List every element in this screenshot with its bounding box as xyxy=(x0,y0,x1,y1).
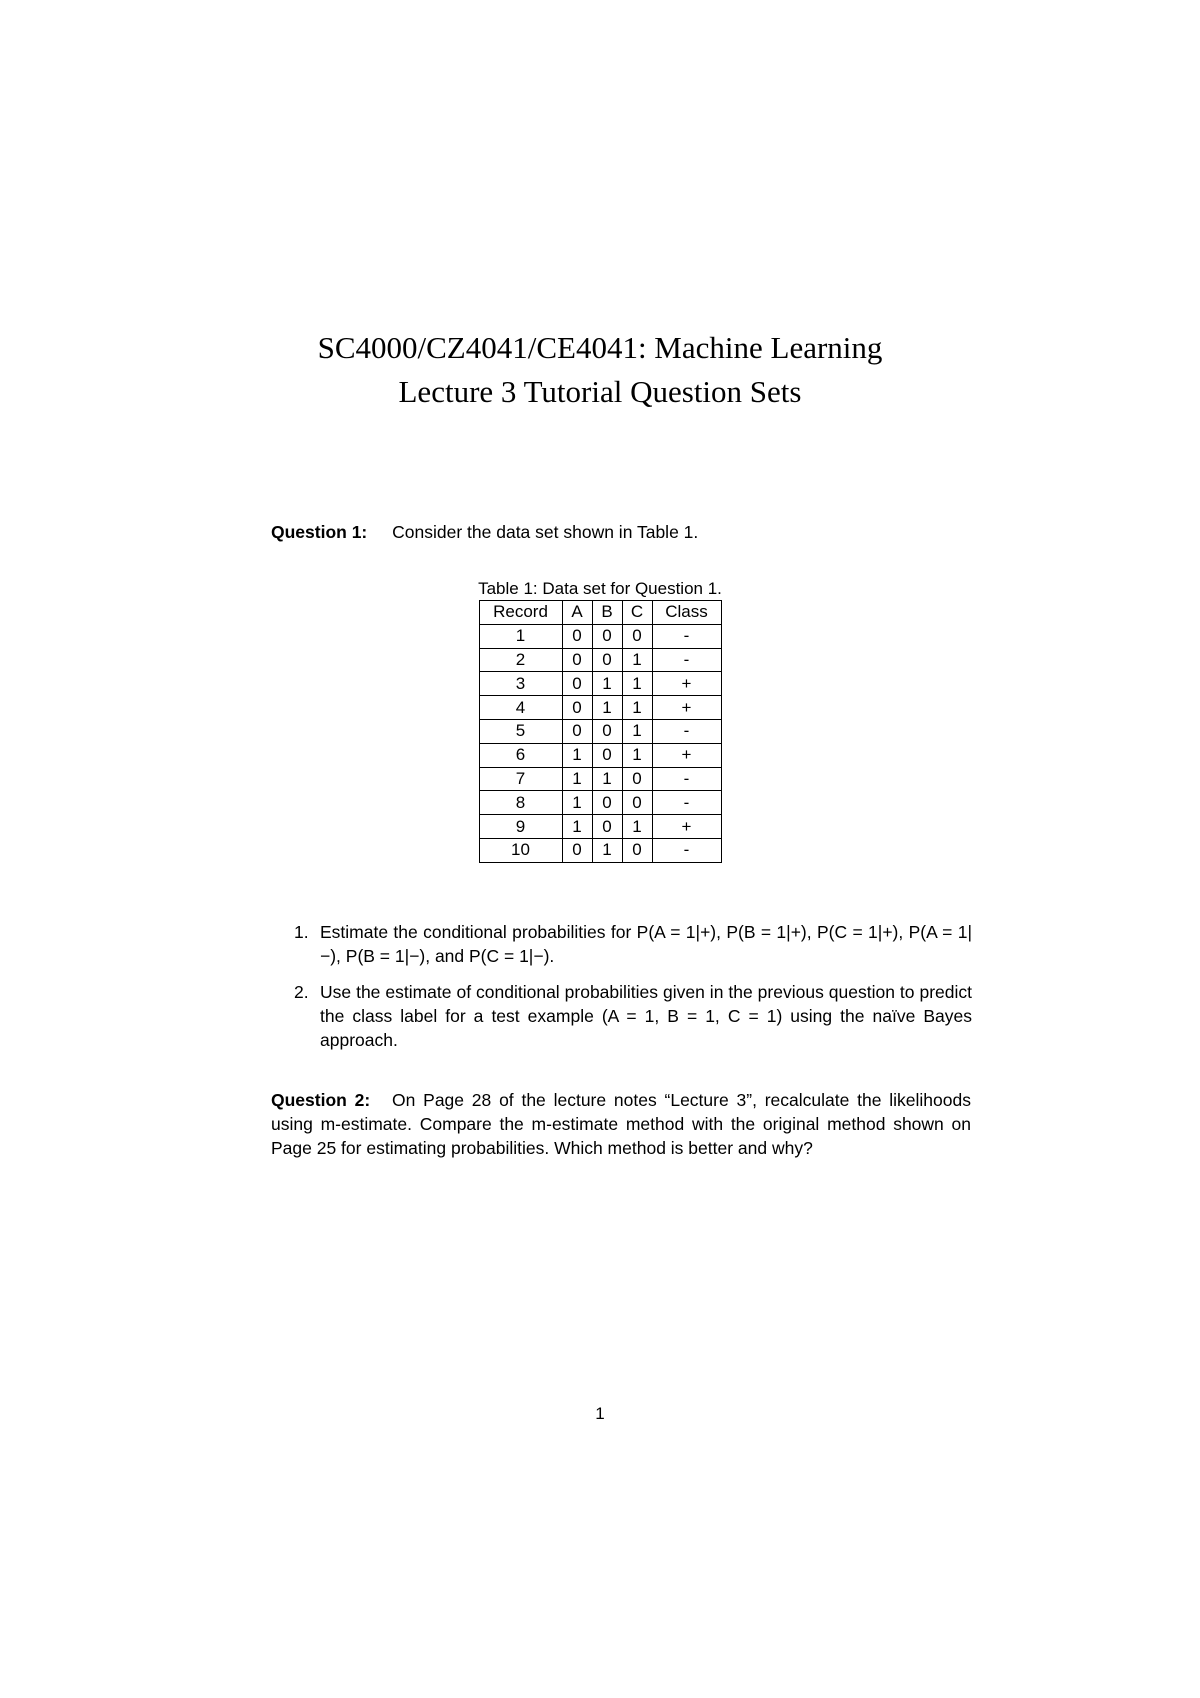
question-1-text: Consider the data set shown in Table 1. xyxy=(392,522,699,542)
cell-record: 6 xyxy=(479,743,562,767)
cell-class: + xyxy=(652,696,721,720)
cell-a: 0 xyxy=(562,672,592,696)
cell-class: + xyxy=(652,815,721,839)
table-caption: Table 1: Data set for Question 1. xyxy=(478,579,722,598)
cell-c: 1 xyxy=(622,743,652,767)
cell-record: 7 xyxy=(479,767,562,791)
cell-record: 2 xyxy=(479,648,562,672)
table-row xyxy=(479,696,721,720)
question-1-subquestions xyxy=(294,920,972,1064)
cell-class: - xyxy=(652,719,721,743)
cell-b: 0 xyxy=(592,743,622,767)
cell-a: 1 xyxy=(562,767,592,791)
document-title xyxy=(0,326,1200,414)
table-row xyxy=(479,624,721,648)
list-item-text: Estimate the conditional probabilities for P(A = 1|+), P(B = 1|+), P(C = 1|+), P(A = 1|−), P(B = 1|−), and P(C = 1|−). xyxy=(320,922,972,966)
cell-a: 1 xyxy=(562,743,592,767)
title-line-course: SC4000/CZ4041/CE4041: Machine Learning xyxy=(317,330,883,365)
table-row xyxy=(479,672,721,696)
cell-b: 0 xyxy=(592,791,622,815)
cell-a: 0 xyxy=(562,719,592,743)
table-row xyxy=(479,743,721,767)
cell-b: 0 xyxy=(592,719,622,743)
cell-a: 0 xyxy=(562,838,592,862)
cell-a: 1 xyxy=(562,791,592,815)
cell-record: 9 xyxy=(479,815,562,839)
table-header-row xyxy=(479,601,721,625)
header-a: A xyxy=(562,601,592,625)
table-row xyxy=(479,648,721,672)
cell-class: + xyxy=(652,743,721,767)
cell-a: 0 xyxy=(562,696,592,720)
page-number: 1 xyxy=(595,1404,605,1423)
cell-c: 1 xyxy=(622,696,652,720)
cell-record: 10 xyxy=(479,838,562,862)
list-item-text: Use the estimate of conditional probabilities given in the previous question to predict the class label for a test example (A = 1, B = 1, C = 1) using the naïve Bayes approach. xyxy=(320,982,972,1050)
header-b: B xyxy=(592,601,622,625)
cell-a: 0 xyxy=(562,624,592,648)
question-2-text: On Page 28 of the lecture notes “Lecture 3”, recalculate the likelihoods using m-estimate. Compare the m-estimate method with the original method shown on Page 25 for estimating probabilities. Which method is better and why? xyxy=(271,1090,971,1158)
cell-c: 0 xyxy=(622,791,652,815)
cell-b: 1 xyxy=(592,767,622,791)
cell-class: - xyxy=(652,648,721,672)
table-row xyxy=(479,719,721,743)
list-item-number: 2. xyxy=(294,982,309,1002)
cell-record: 1 xyxy=(479,624,562,648)
cell-a: 1 xyxy=(562,815,592,839)
cell-b: 0 xyxy=(592,624,622,648)
header-record: Record xyxy=(479,601,562,625)
cell-b: 1 xyxy=(592,672,622,696)
list-item xyxy=(294,920,972,968)
question-1-label: Question 1: xyxy=(271,522,368,542)
cell-c: 1 xyxy=(622,815,652,839)
table-row xyxy=(479,767,721,791)
table-1-container xyxy=(0,578,1200,863)
cell-class: - xyxy=(652,838,721,862)
cell-record: 3 xyxy=(479,672,562,696)
cell-b: 1 xyxy=(592,838,622,862)
data-table xyxy=(479,600,722,863)
table-row xyxy=(479,838,721,862)
cell-class: - xyxy=(652,767,721,791)
list-item xyxy=(294,980,972,1052)
question-1 xyxy=(271,520,971,544)
cell-b: 0 xyxy=(592,648,622,672)
cell-class: + xyxy=(652,672,721,696)
cell-c: 0 xyxy=(622,624,652,648)
cell-c: 1 xyxy=(622,719,652,743)
cell-class: - xyxy=(652,791,721,815)
cell-record: 5 xyxy=(479,719,562,743)
cell-c: 1 xyxy=(622,672,652,696)
header-c: C xyxy=(622,601,652,625)
question-2 xyxy=(271,1088,971,1160)
cell-b: 0 xyxy=(592,815,622,839)
cell-class: - xyxy=(652,624,721,648)
cell-c: 0 xyxy=(622,767,652,791)
list-item-number: 1. xyxy=(294,922,309,942)
table-row xyxy=(479,791,721,815)
cell-b: 1 xyxy=(592,696,622,720)
cell-c: 1 xyxy=(622,648,652,672)
title-line-tutorial: Lecture 3 Tutorial Question Sets xyxy=(398,374,802,409)
cell-record: 4 xyxy=(479,696,562,720)
question-2-label: Question 2: xyxy=(271,1090,371,1110)
table-row xyxy=(479,815,721,839)
cell-a: 0 xyxy=(562,648,592,672)
cell-record: 8 xyxy=(479,791,562,815)
header-class: Class xyxy=(652,601,721,625)
cell-c: 0 xyxy=(622,838,652,862)
